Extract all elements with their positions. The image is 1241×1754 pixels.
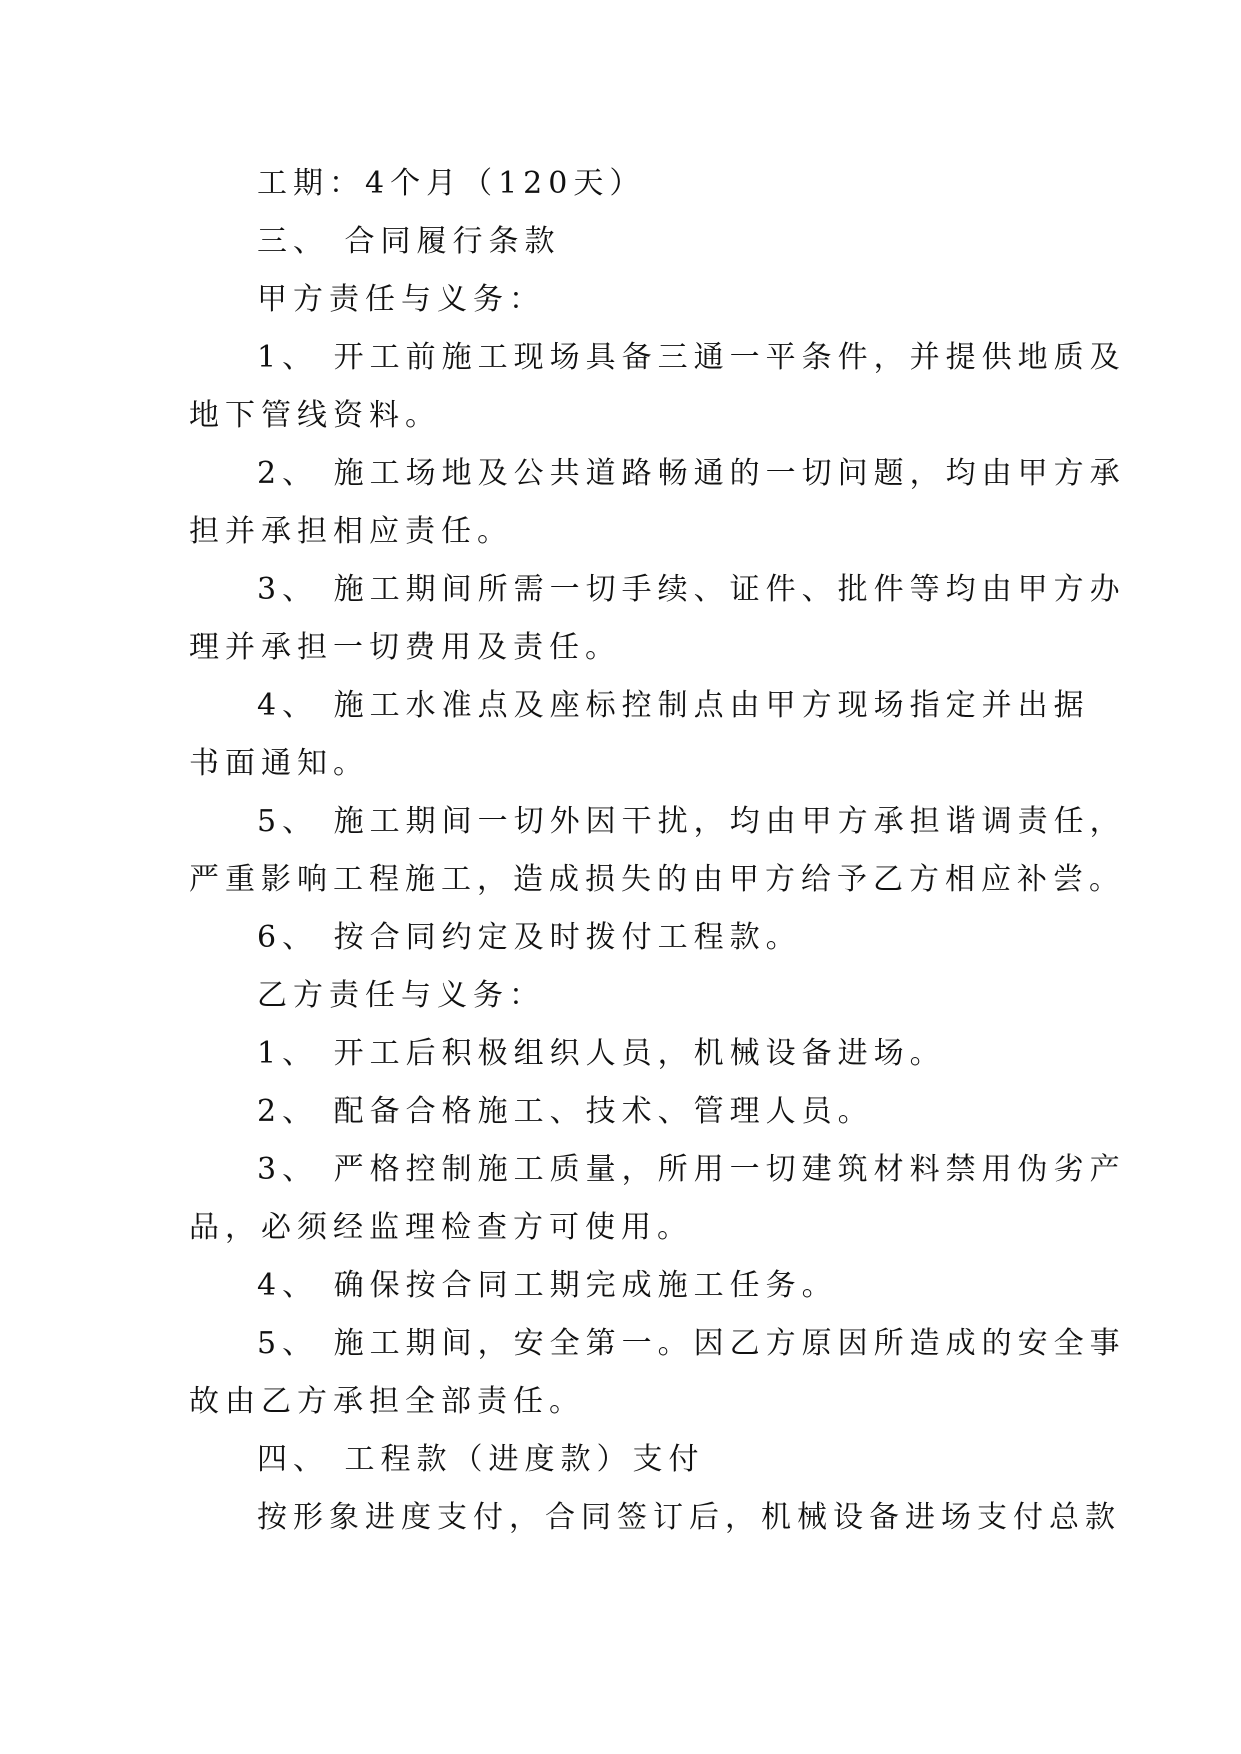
party-b-item-4: 4、 确保按合同工期完成施工任务。 bbox=[257, 1268, 838, 1303]
party-b-heading: 乙方责任与义务： bbox=[257, 978, 545, 1013]
party-a-item-3-line-2: 理并承担一切费用及责任。 bbox=[189, 630, 621, 665]
party-b-item-3-line-1: 3、 严格控制施工质量，所用一切建筑材料禁用伪劣产 bbox=[257, 1152, 1126, 1187]
party-a-item-1-line-2: 地下管线资料。 bbox=[189, 398, 441, 433]
party-a-item-2-line-2: 担并承担相应责任。 bbox=[189, 514, 513, 549]
party-a-item-6: 6、 按合同约定及时拨付工程款。 bbox=[257, 920, 802, 955]
payment-description-line: 按形象进度支付，合同签订后，机械设备进场支付总款 bbox=[257, 1500, 1121, 1535]
party-a-item-1-line-1: 1、 开工前施工现场具备三通一平条件，并提供地质及 bbox=[257, 340, 1126, 375]
party-a-item-3-line-1: 3、 施工期间所需一切手续、证件、批件等均由甲方办 bbox=[257, 572, 1126, 607]
party-b-item-3-line-2: 品，必须经监理检查方可使用。 bbox=[189, 1210, 693, 1245]
party-a-heading: 甲方责任与义务： bbox=[257, 282, 545, 317]
party-b-item-2: 2、 配备合格施工、技术、管理人员。 bbox=[257, 1094, 874, 1129]
section-heading-payment: 四、 工程款（进度款）支付 bbox=[257, 1442, 705, 1477]
party-b-item-5-line-2: 故由乙方承担全部责任。 bbox=[189, 1384, 585, 1419]
party-a-item-4-line-1: 4、 施工水准点及座标控制点由甲方现场指定并出据 bbox=[257, 688, 1090, 723]
party-a-item-5-line-1: 5、 施工期间一切外因干扰，均由甲方承担谐调责任， bbox=[257, 804, 1126, 839]
party-b-item-1: 1、 开工后积极组织人员，机械设备进场。 bbox=[257, 1036, 946, 1071]
party-a-item-2-line-1: 2、 施工场地及公共道路畅通的一切问题，均由甲方承 bbox=[257, 456, 1126, 491]
party-a-item-5-line-2: 严重影响工程施工，造成损失的由甲方给予乙方相应补尝。 bbox=[189, 862, 1125, 897]
duration-line: 工期：4个月（120天） bbox=[257, 166, 646, 201]
section-heading-contract-terms: 三、 合同履行条款 bbox=[257, 224, 561, 259]
party-b-item-5-line-1: 5、 施工期间，安全第一。因乙方原因所造成的安全事 bbox=[257, 1326, 1126, 1361]
party-a-item-4-line-2: 书面通知。 bbox=[189, 746, 369, 781]
